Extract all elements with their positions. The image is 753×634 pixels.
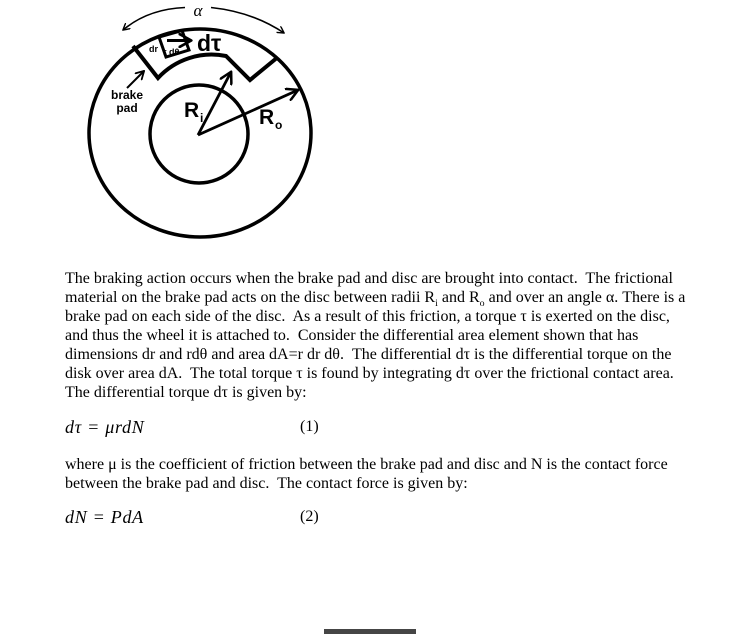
text-line: The braking action occurs when the brake pad and disc are brought into contact. The frictional — [65, 270, 673, 287]
ri-arrow — [198, 72, 231, 135]
text-line: The differential torque dτ is given by: — [65, 384, 307, 401]
r-dtheta-label: r dθ — [163, 47, 180, 57]
text-line: where μ is the coefficient of friction between the brake pad and disc and N is the contact force — [65, 456, 668, 473]
alpha-label: α — [193, 1, 203, 20]
dr-label: dr — [149, 44, 158, 54]
paragraph-1 — [65, 269, 685, 402]
ro-label: R — [259, 106, 275, 129]
brake-pad-label-line1: brake — [110, 88, 144, 102]
text-line: and thus the wheel it is attached to. Consider the differential area element shown that has — [65, 327, 639, 344]
equation-1-expression: dτ = μrdN — [65, 417, 145, 437]
equation-1 — [65, 417, 485, 439]
ri-label: R — [184, 99, 200, 122]
alpha-arc-right — [211, 8, 284, 34]
brake-pad-label-line2: pad — [116, 101, 138, 115]
equation-2-expression: dN = PdA — [65, 507, 144, 527]
equation-2 — [65, 507, 485, 529]
ri-label-subscript: i — [200, 111, 204, 125]
equation-2-number: (2) — [300, 508, 319, 525]
text-line: dimensions dr and rdθ and area dA=r dr dθ. The differential dτ is the differential torque on the — [65, 346, 672, 363]
brake-pad-pointer-arrow — [127, 71, 144, 88]
alpha-arc-left — [123, 8, 185, 31]
text-line: disk over area dA. The total torque τ is found by integrating dτ over the frictional contact area. — [65, 365, 674, 382]
dtau-label: dτ — [197, 30, 222, 56]
text-line: brake pad on each side of the disc. As a result of this friction, a torque τ is exerted on the disc, — [65, 308, 670, 325]
ro-label-subscript: o — [275, 118, 283, 132]
equation-1-number: (1) — [300, 418, 319, 435]
text-line: material on the brake pad acts on the disc between radii $R_i$ and $R_o$ and over an angle α. There is a — [65, 289, 686, 310]
text-line: between the brake pad and disc. The contact force is given by: — [65, 475, 468, 492]
paragraph-2 — [65, 455, 668, 493]
brake-disc-diagram — [0, 0, 753, 262]
partial-bottom-bar — [324, 629, 416, 634]
